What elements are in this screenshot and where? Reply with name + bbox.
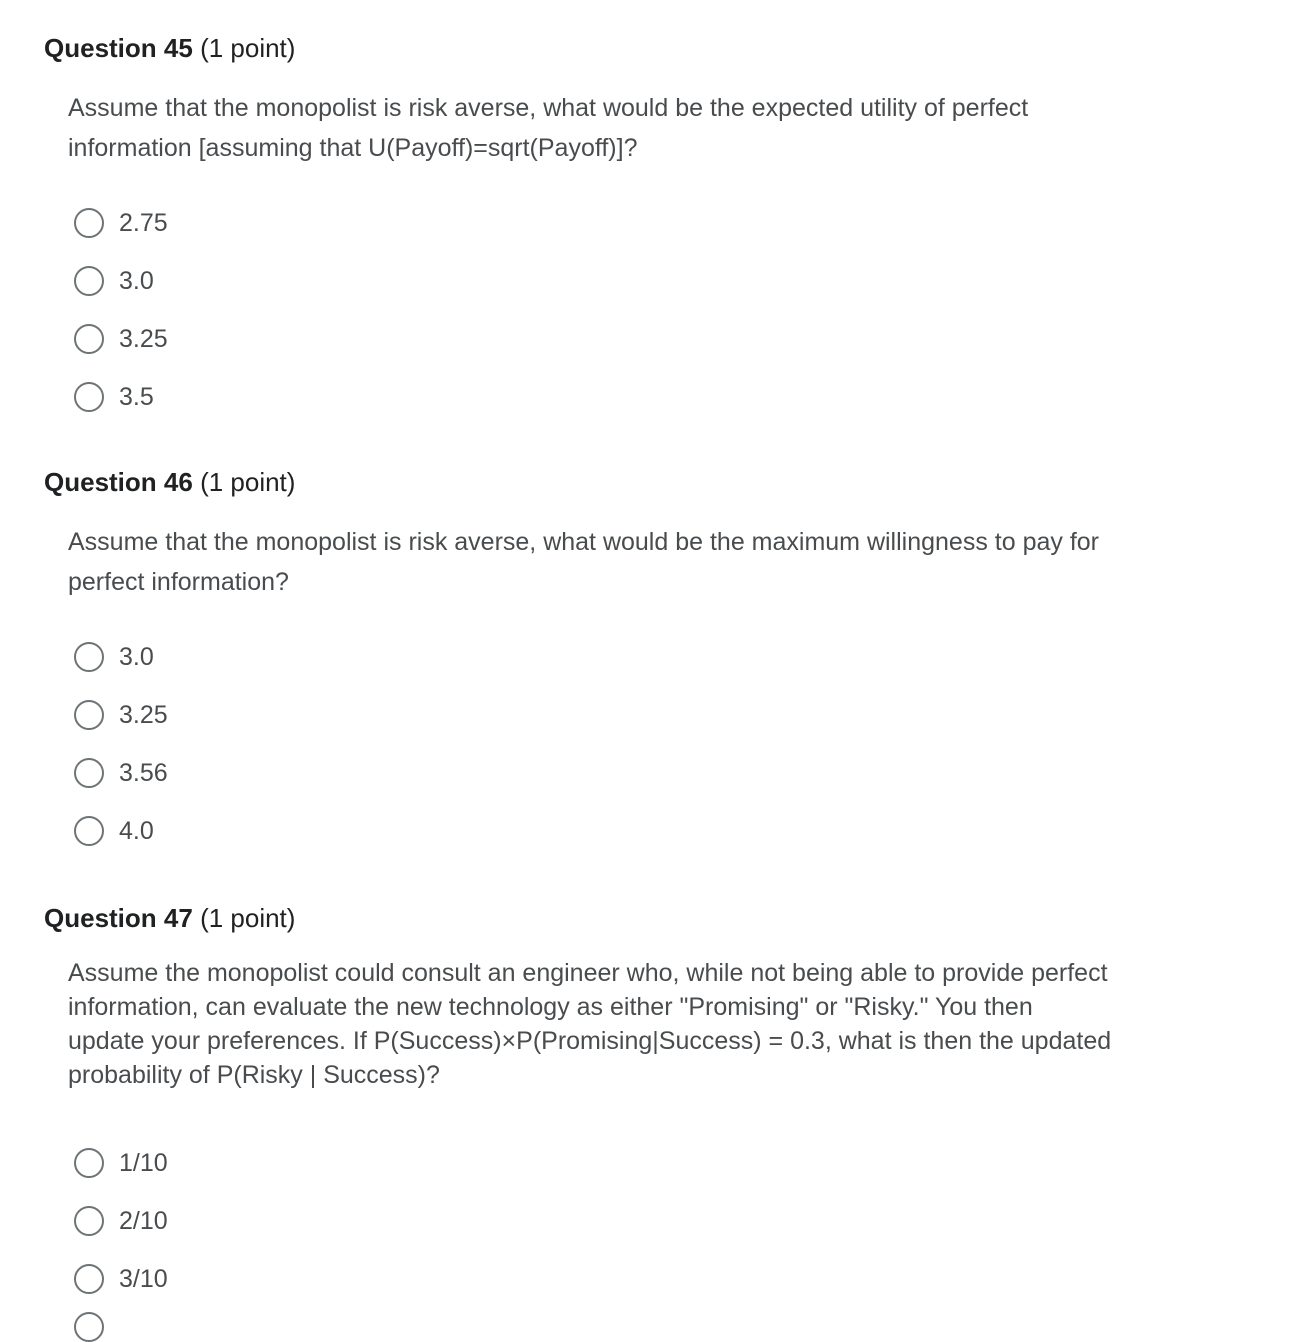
answer-label[interactable]: 3.0 bbox=[119, 266, 154, 295]
answer-label[interactable]: 3/10 bbox=[119, 1264, 168, 1293]
radio-button[interactable] bbox=[74, 1312, 104, 1342]
radio-button[interactable] bbox=[74, 1206, 104, 1236]
question-46-text bbox=[44, 522, 1264, 602]
radio-button[interactable] bbox=[74, 700, 104, 730]
question-header bbox=[44, 32, 1264, 64]
question-header bbox=[44, 466, 1264, 498]
radio-button[interactable] bbox=[74, 1148, 104, 1178]
radio-button[interactable] bbox=[74, 642, 104, 672]
question-points: (1 point) bbox=[200, 33, 296, 63]
answer-label[interactable]: 3.25 bbox=[119, 324, 168, 353]
answer-label[interactable]: 1/10 bbox=[119, 1148, 168, 1177]
answer-label[interactable]: 4.0 bbox=[119, 816, 154, 845]
question-text-line: probability of P(Risky | Success)? bbox=[68, 1061, 440, 1089]
question-46 bbox=[44, 466, 1264, 498]
answer-option[interactable] bbox=[74, 368, 168, 426]
answer-option[interactable] bbox=[74, 686, 168, 744]
radio-button[interactable] bbox=[74, 208, 104, 238]
answer-option[interactable] bbox=[74, 1250, 168, 1308]
question-47-text bbox=[44, 956, 1264, 1092]
question-47 bbox=[44, 902, 1264, 934]
answer-option[interactable] bbox=[74, 1134, 168, 1192]
question-text bbox=[68, 88, 1264, 168]
question-title: Question 47 bbox=[44, 903, 193, 933]
question-text-line: information, can evaluate the new technology as either "Promising" or "Risky." You then bbox=[68, 993, 1033, 1021]
question-text-line: information [assuming that U(Payoff)=sqrt(Payoff)]? bbox=[68, 134, 638, 162]
radio-button[interactable] bbox=[74, 816, 104, 846]
answer-option[interactable] bbox=[74, 1192, 168, 1250]
answer-label[interactable]: 3.56 bbox=[119, 758, 168, 787]
answer-option[interactable] bbox=[74, 744, 168, 802]
question-text-line: Assume the monopolist could consult an engineer who, while not being able to provide perfect bbox=[68, 959, 1108, 987]
answer-option[interactable] bbox=[74, 310, 168, 368]
answer-options-45 bbox=[74, 194, 168, 426]
question-text bbox=[68, 522, 1264, 602]
radio-button[interactable] bbox=[74, 758, 104, 788]
radio-button[interactable] bbox=[74, 1264, 104, 1294]
radio-button[interactable] bbox=[74, 382, 104, 412]
question-title: Question 46 bbox=[44, 467, 193, 497]
answer-option[interactable] bbox=[74, 802, 168, 860]
answer-options-46 bbox=[74, 628, 168, 860]
answer-label[interactable]: 3.25 bbox=[119, 700, 168, 729]
answer-option[interactable] bbox=[74, 628, 168, 686]
question-title: Question 45 bbox=[44, 33, 193, 63]
radio-button[interactable] bbox=[74, 324, 104, 354]
question-text-line: Assume that the monopolist is risk averse, what would be the expected utility of perfect bbox=[68, 94, 1029, 122]
answer-label[interactable]: 2/10 bbox=[119, 1206, 168, 1235]
question-text-line: update your preferences. If P(Success)×P(Promising|Success) = 0.3, what is then the updated bbox=[68, 1027, 1112, 1055]
question-45 bbox=[44, 32, 1264, 64]
question-45-text bbox=[44, 88, 1264, 168]
answer-options-47 bbox=[74, 1134, 168, 1308]
answer-option[interactable] bbox=[74, 194, 168, 252]
radio-button[interactable] bbox=[74, 266, 104, 296]
question-text bbox=[68, 956, 1264, 1092]
answer-option[interactable] bbox=[74, 252, 168, 310]
question-points: (1 point) bbox=[200, 467, 296, 497]
question-text-line: perfect information? bbox=[68, 568, 289, 596]
answer-label[interactable]: 3.0 bbox=[119, 642, 154, 671]
answer-label[interactable]: 2.75 bbox=[119, 208, 168, 237]
answer-label[interactable]: 3.5 bbox=[119, 382, 154, 411]
question-text-line: Assume that the monopolist is risk averse, what would be the maximum willingness to pay for bbox=[68, 528, 1100, 556]
question-header bbox=[44, 902, 1264, 934]
question-points: (1 point) bbox=[200, 903, 296, 933]
